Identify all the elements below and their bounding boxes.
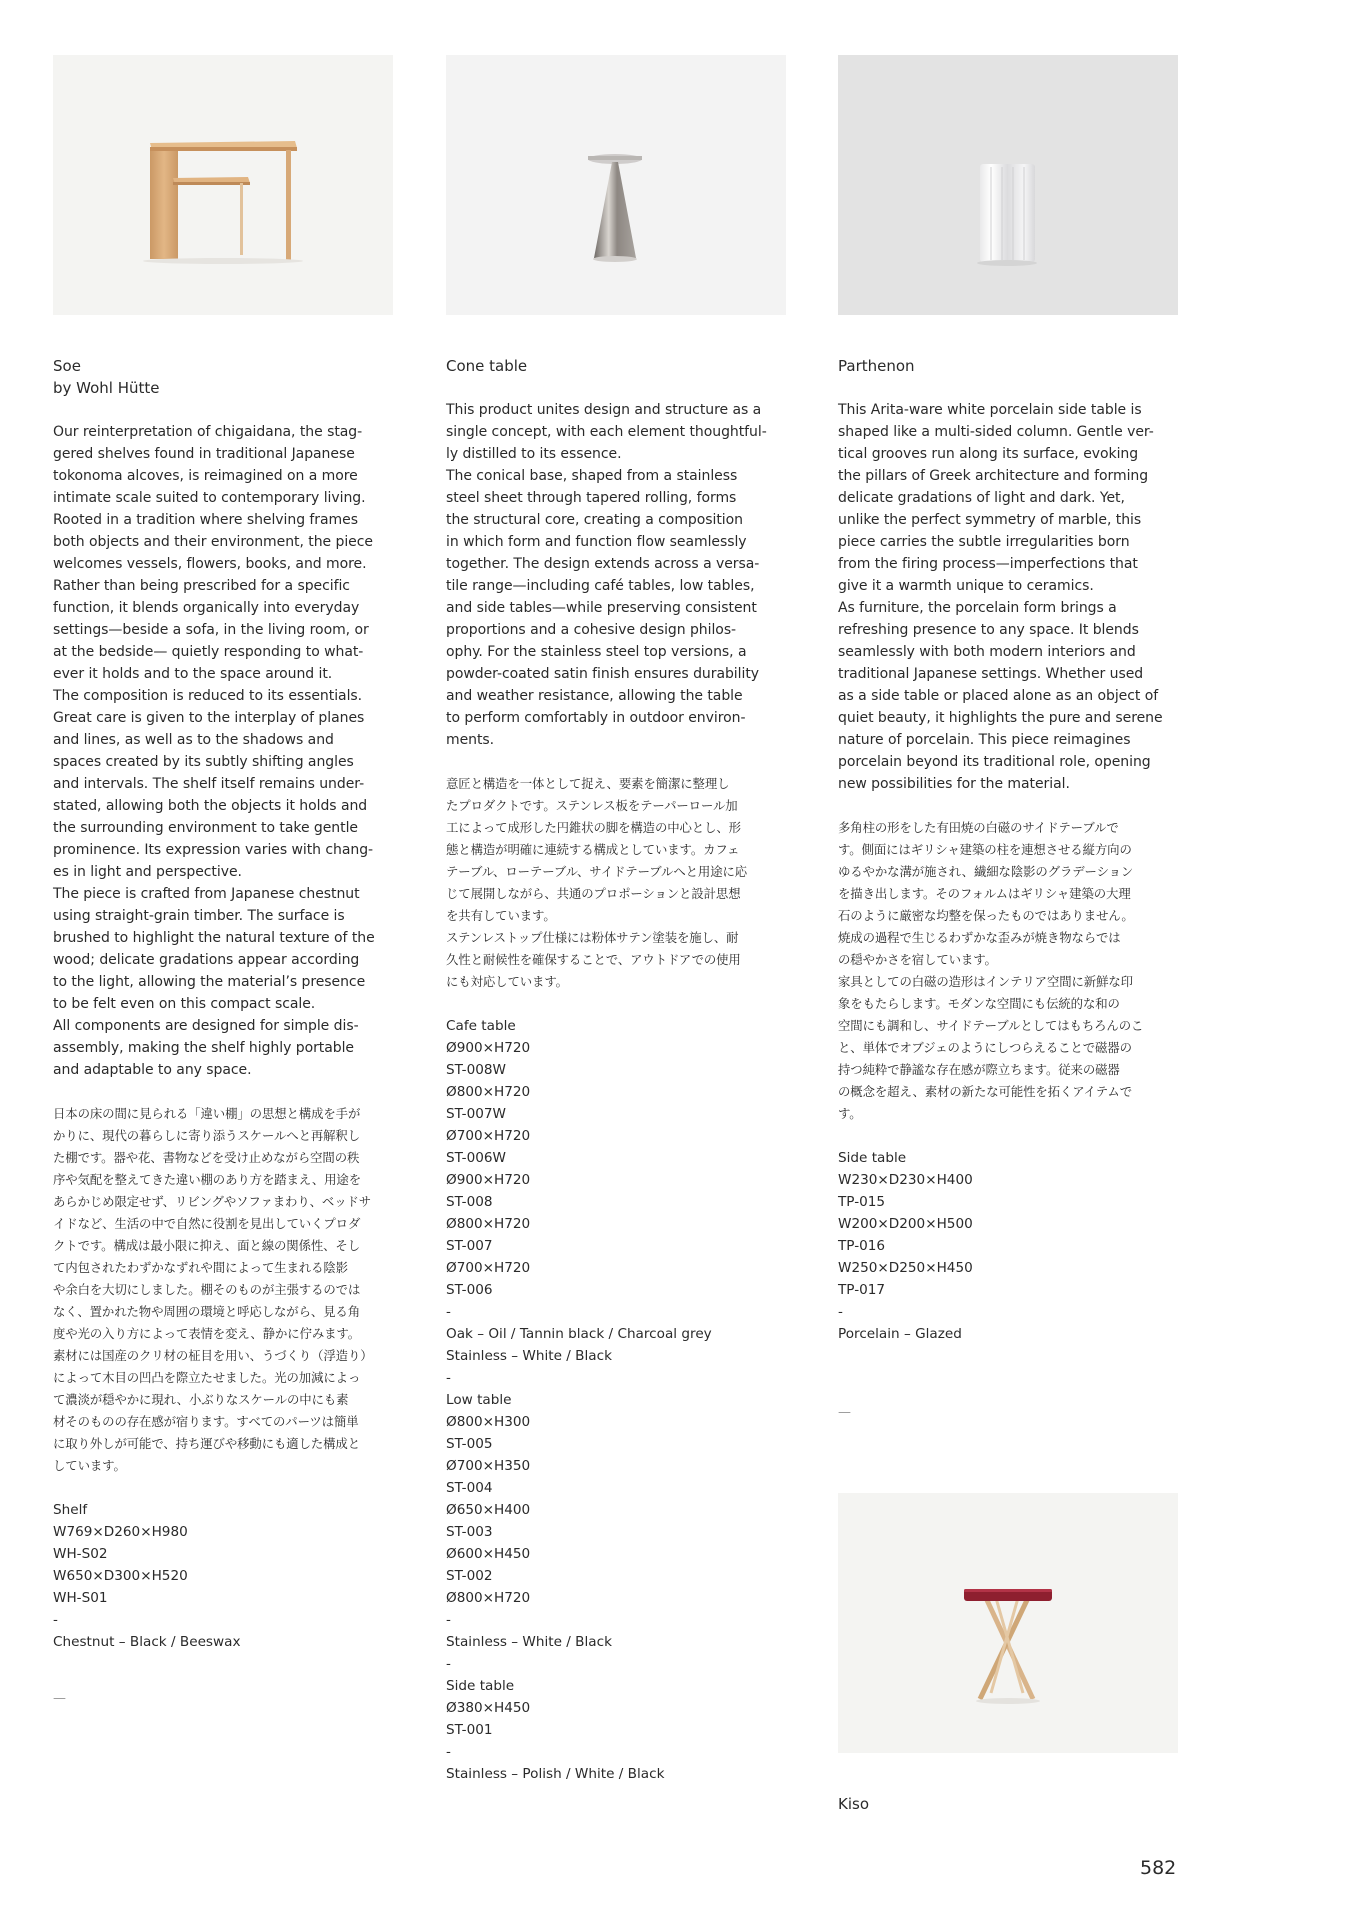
text-line: The piece is crafted from Japanese chestnut: [53, 886, 360, 902]
text-line: て濃淡が穏やかに現れ、小ぶりなスケールの中にも素: [53, 1392, 349, 1407]
parthenon-side-table-photo: [838, 55, 1178, 315]
text-line: and adaptable to any space.: [53, 1062, 252, 1078]
text-line: す。: [838, 1106, 862, 1121]
text-line: This Arita-ware white porcelain side table is: [838, 402, 1142, 418]
text-line: As furniture, the porcelain form brings a: [838, 600, 1117, 616]
spec-line: WH-S01: [53, 1590, 108, 1606]
spec-line: W200×D200×H500: [838, 1216, 973, 1232]
spec-line: -: [446, 1656, 451, 1672]
text-line: tical grooves run along its surface, evoking: [838, 446, 1139, 462]
text-line: じて展開しながら、共通のプロポーションと設計思想: [446, 886, 741, 901]
text-line: す。側面にはギリシャ建築の柱を連想させる縦方向の: [838, 842, 1132, 857]
text-line: single concept, with each element thoughtful-: [446, 424, 767, 440]
text-line: 序や気配を整えてきた違い棚のあり方を踏まえ、用途を: [53, 1172, 362, 1187]
text-line: both objects and their environment, the piece: [53, 534, 373, 550]
spec-line: Ø800×H300: [446, 1414, 531, 1430]
spec-line: Ø900×H720: [446, 1040, 531, 1056]
text-line: and intervals. The shelf itself remains under-: [53, 776, 365, 792]
spec-line: Porcelain – Glazed: [838, 1326, 962, 1342]
text-line: steel sheet through tapered rolling, forms: [446, 490, 737, 506]
soe-column: [53, 55, 393, 1723]
english-description: [446, 399, 786, 751]
text-line: and lines, as well as to the shadows and: [53, 732, 334, 748]
spec-line: Stainless – Polish / White / Black: [446, 1766, 665, 1782]
text-line: Rather than being prescribed for a specific: [53, 578, 350, 594]
cone-table-photo: [446, 55, 786, 315]
spec-line: Ø800×H720: [446, 1590, 531, 1606]
text-line: クトです。構成は最小限に抑え、面と線の関係性、そし: [53, 1238, 361, 1253]
spec-line: Ø900×H720: [446, 1172, 531, 1188]
text-line: た棚です。器や花、書物などを受け止めながら空間の秩: [53, 1150, 360, 1165]
text-line: from the firing process—imperfections that: [838, 556, 1138, 572]
text-line: function, it blends organically into everyday: [53, 600, 360, 616]
spec-line: Shelf: [53, 1502, 88, 1518]
spec-line: -: [446, 1612, 451, 1628]
spec-line: W650×D300×H520: [53, 1568, 188, 1584]
spec-line: Side table: [446, 1678, 515, 1694]
spec-line: ST-001: [446, 1722, 493, 1738]
text-line: welcomes vessels, flowers, books, and more.: [53, 556, 367, 572]
soe-shelf-photo: [53, 55, 393, 315]
text-line: 久性と耐候性を確保することで、アウトドアでの使用: [446, 952, 741, 967]
spec-line: ST-002: [446, 1568, 493, 1584]
text-line: in which form and function flow seamlessly: [446, 534, 747, 550]
text-line: 素材には国産のクリ材の柾目を用い、うづくり（浮造り）: [53, 1348, 373, 1363]
text-line: ever it holds and to the space around it.: [53, 666, 333, 682]
spec-line: Ø700×H720: [446, 1128, 531, 1144]
text-line: を共有しています。: [446, 908, 556, 923]
text-line: and weather resistance, allowing the table: [446, 688, 743, 704]
text-line: Rooted in a tradition where shelving frames: [53, 512, 358, 528]
text-line: seamlessly with both modern interiors and: [838, 644, 1136, 660]
page-number: 582: [1140, 1857, 1177, 1879]
text-line: wood; delicate gradations appear according: [53, 952, 360, 968]
text-line: テーブル、ローテーブル、サイドテーブルへと用途に応: [446, 864, 748, 879]
text-line: spaces created by its subtly shifting angles: [53, 754, 354, 770]
spec-line: Oak – Oil / Tannin black / Charcoal grey: [446, 1326, 712, 1342]
text-line: delicate gradations of light and dark. Yet,: [838, 490, 1125, 506]
spec-list: [838, 1147, 1178, 1345]
text-line: Great care is given to the interplay of planes: [53, 710, 365, 726]
text-line: 焼成の過程で生じるわずかな歪みが焼き物ならでは: [838, 930, 1121, 945]
japanese-description: [446, 773, 786, 993]
text-line: nature of porcelain. This piece reimagines: [838, 732, 1131, 748]
spec-line: Ø700×H350: [446, 1458, 531, 1474]
text-line: 石のように厳密な均整を保ったものではありません。: [838, 908, 1134, 923]
spec-line: -: [446, 1304, 451, 1320]
text-line: 持つ純粋で静謐な存在感が際立ちます。従来の磁器: [838, 1062, 1120, 1077]
text-line: the pillars of Greek architecture and forming: [838, 468, 1149, 484]
text-line: shaped like a multi-sided column. Gentle ver-: [838, 424, 1154, 440]
text-line: 家具としての白磁の造形はインテリア空間に新鮮な印: [838, 974, 1133, 989]
text-line: と、単体でオブジェのようにしつらえることで磁器の: [838, 1040, 1132, 1055]
spec-line: ST-004: [446, 1480, 493, 1496]
text-line: The conical base, shaped from a stainless: [446, 468, 738, 484]
spec-line: W769×D260×H980: [53, 1524, 188, 1540]
spec-line: ST-007W: [446, 1106, 506, 1122]
spec-line: -: [446, 1370, 451, 1386]
spec-line: Ø800×H720: [446, 1084, 531, 1100]
spec-line: -: [838, 1304, 843, 1320]
text-line: porcelain beyond its traditional role, opening: [838, 754, 1151, 770]
spec-line: Low table: [446, 1392, 512, 1408]
spec-line: Cafe table: [446, 1018, 516, 1034]
product-title: Parthenon: [838, 357, 915, 375]
spec-line: WH-S02: [53, 1546, 108, 1562]
text-line: All components are designed for simple dis-: [53, 1018, 359, 1034]
text-line: piece carries the subtle irregularities born: [838, 534, 1130, 550]
spec-line: W230×D230×H400: [838, 1172, 973, 1188]
spec-line: TP-017: [838, 1282, 886, 1298]
text-line: 度や光の入り方によって表情を変え、静かに佇みます。: [53, 1326, 361, 1341]
text-line: the structural core, creating a composition: [446, 512, 743, 528]
text-line: brushed to highlight the natural texture of the: [53, 930, 375, 946]
text-line: 工によって成形した円錐状の脚を構造の中心とし、形: [446, 820, 741, 835]
text-line: stated, allowing both the objects it holds and: [53, 798, 368, 814]
text-line: なく、置かれた物や周囲の環境と呼応しながら、見る角: [53, 1304, 361, 1319]
text-line: to be felt even on this compact scale.: [53, 996, 316, 1012]
spec-line: ST-007: [446, 1238, 493, 1254]
text-line: 日本の床の間に見られる「違い棚」の思想と構成を手が: [53, 1106, 361, 1121]
text-line: This product unites design and structure as a: [446, 402, 762, 418]
text-line: Our reinterpretation of chigaidana, the stag-: [53, 424, 363, 440]
text-line: ophy. For the stainless steel top versions, a: [446, 644, 747, 660]
spec-line: Stainless – White / Black: [446, 1348, 612, 1364]
text-line: settings—beside a sofa, in the living room, or: [53, 622, 369, 638]
text-line: の穏やかさを宿しています。: [838, 952, 997, 967]
text-line: や余白を大切にしました。棚そのものが主張するのでは: [53, 1282, 361, 1297]
text-line: 多角柱の形をした有田焼の白磁のサイドテーブルで: [838, 820, 1119, 835]
text-line: give it a warmth unique to ceramics.: [838, 578, 1094, 594]
text-line: using straight-grain timber. The surface is: [53, 908, 345, 924]
parthenon-column: [838, 55, 1178, 1815]
product-designer: by Wohl Hütte: [53, 379, 160, 397]
spec-line: ST-003: [446, 1524, 493, 1540]
text-line: gered shelves found in traditional Japanese: [53, 446, 355, 462]
japanese-description: [838, 817, 1178, 1125]
text-line: powder-coated satin finish ensures durability: [446, 666, 760, 682]
text-line: ゆるやかな溝が施され、繊細な陰影のグラデーション: [838, 864, 1134, 879]
text-line: を描き出します。そのフォルムはギリシャ建築の大理: [838, 886, 1131, 901]
text-line: 象をもたらします。モダンな空間にも伝統的な和の: [838, 996, 1120, 1011]
text-line: て内包されたわずかなずれや間によって生まれる陰影: [53, 1260, 348, 1275]
spec-line: TP-016: [838, 1238, 886, 1254]
product-title: Kiso: [838, 1795, 869, 1813]
spec-line: ST-006: [446, 1282, 493, 1298]
text-line: at the bedside— quietly responding to what-: [53, 644, 364, 660]
text-line: tile range—including café tables, low tables,: [446, 578, 755, 594]
text-line: tokonoma alcoves, is reimagined on a more: [53, 468, 358, 484]
spec-line: W250×D250×H450: [838, 1260, 973, 1276]
spec-line: TP-015: [838, 1194, 886, 1210]
spec-line: Ø600×H450: [446, 1546, 531, 1562]
text-line: unlike the perfect symmetry of marble, this: [838, 512, 1142, 528]
spec-line: Side table: [838, 1150, 907, 1166]
text-line: refreshing presence to any space. It blends: [838, 622, 1139, 638]
text-line: new possibilities for the material.: [838, 776, 1070, 792]
text-line: によって木目の凹凸を際立たせました。光の加減によっ: [53, 1370, 361, 1385]
text-line: に取り外しが可能で、持ち運びや移動にも適した構成と: [53, 1436, 361, 1451]
text-line: quiet beauty, it highlights the pure and serene: [838, 710, 1163, 726]
end-rule: —: [838, 1405, 851, 1420]
text-line: 空間にも調和し、サイドテーブルとしてはもちろんのこ: [838, 1018, 1144, 1033]
text-line: あらかじめ限定せず、リビングやソファまわり、ベッドサ: [53, 1194, 372, 1209]
text-line: かりに、現代の暮らしに寄り添うスケールへと再解釈し: [53, 1128, 361, 1143]
text-line: prominence. Its expression varies with chang-: [53, 842, 374, 858]
text-line: es in light and perspective.: [53, 864, 242, 880]
text-line: 材そのものの存在感が宿ります。すべてのパーツは簡単: [53, 1414, 359, 1429]
text-line: ly distilled to its essence.: [446, 446, 622, 462]
text-line: The composition is reduced to its essentials.: [53, 688, 363, 704]
text-line: traditional Japanese settings. Whether used: [838, 666, 1144, 682]
spec-line: ST-005: [446, 1436, 493, 1452]
text-line: to the light, allowing the material’s presence: [53, 974, 366, 990]
text-line: 態と構造が明確に連続する構成としています。カフェ: [446, 842, 740, 857]
spec-line: -: [53, 1612, 58, 1628]
product-title: Soe: [53, 357, 81, 375]
text-line: proportions and a cohesive design philos-: [446, 622, 737, 638]
product-title: Cone table: [446, 357, 528, 375]
spec-line: Chestnut – Black / Beeswax: [53, 1634, 241, 1650]
spec-line: Ø700×H720: [446, 1260, 531, 1276]
spec-line: Ø380×H450: [446, 1700, 531, 1716]
spec-list: [53, 1499, 393, 1653]
text-line: ments.: [446, 732, 495, 748]
spec-line: ST-008W: [446, 1062, 506, 1078]
spec-line: Ø800×H720: [446, 1216, 531, 1232]
japanese-description: [53, 1103, 393, 1477]
text-line: and side tables—while preserving consistent: [446, 600, 757, 616]
end-rule: —: [53, 1691, 66, 1706]
text-line: 意匠と構造を一体として捉え、要素を簡潔に整理し: [446, 776, 730, 791]
text-line: にも対応しています。: [446, 974, 568, 989]
text-line: the surrounding environment to take gentle: [53, 820, 358, 836]
text-line: しています。: [53, 1458, 126, 1473]
text-line: together. The design extends across a versa-: [446, 556, 760, 572]
cone-table-column: [446, 55, 786, 1785]
text-line: to perform comfortably in outdoor environ-: [446, 710, 746, 726]
english-description: [53, 421, 393, 1081]
spec-line: ST-006W: [446, 1150, 506, 1166]
text-line: as a side table or placed alone as an object of: [838, 688, 1159, 704]
spec-line: -: [446, 1744, 451, 1760]
text-line: ステンレストップ仕様には粉体サテン塗装を施し、耐: [446, 930, 739, 945]
text-line: assembly, making the shelf highly portable: [53, 1040, 354, 1056]
spec-line: Ø650×H400: [446, 1502, 531, 1518]
spec-list: [446, 1015, 786, 1785]
spec-line: Stainless – White / Black: [446, 1634, 612, 1650]
text-line: イドなど、生活の中で自然に役割を見出していくプロダ: [53, 1216, 361, 1231]
spec-line: ST-008: [446, 1194, 493, 1210]
text-line: intimate scale suited to contemporary living.: [53, 490, 366, 506]
text-line: の概念を超え、素材の新たな可能性を拓くアイテムで: [838, 1084, 1132, 1099]
english-description: [838, 399, 1178, 795]
kiso-tray-table-photo: [838, 1493, 1178, 1753]
text-line: たプロダクトです。ステンレス板をテーパーロール加: [446, 798, 738, 813]
